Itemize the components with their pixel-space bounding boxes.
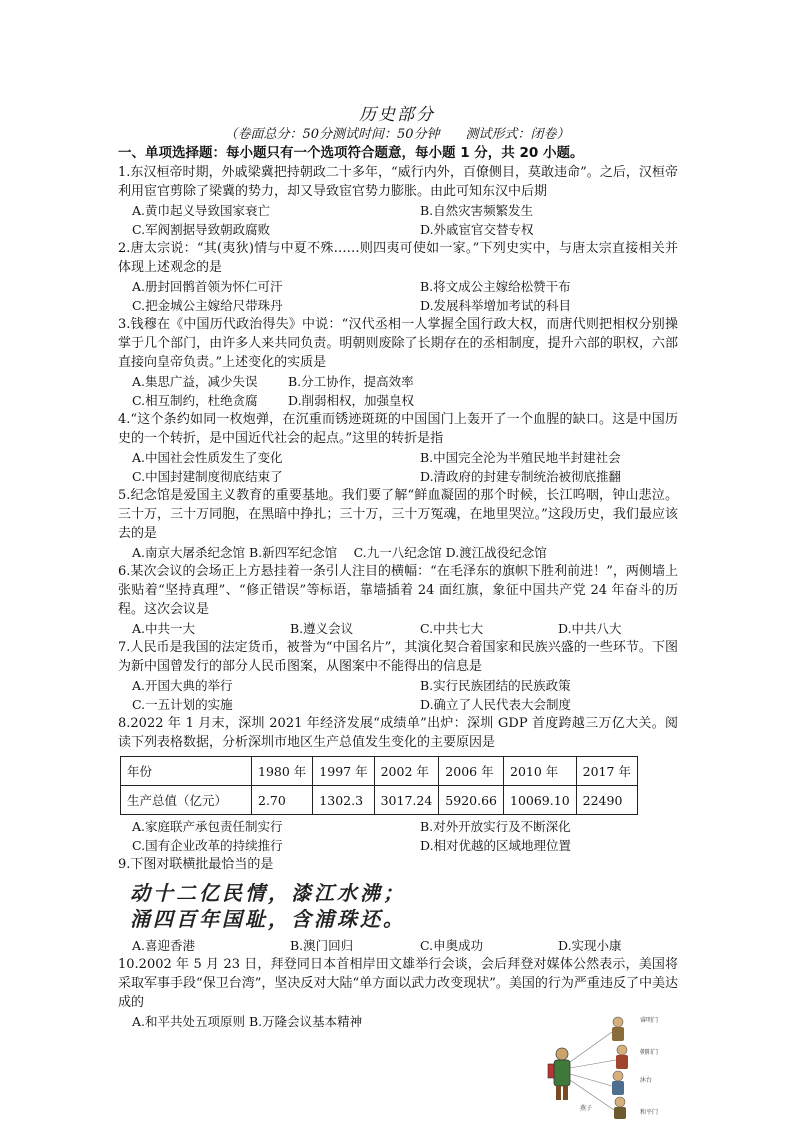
figure-left: [548, 1048, 570, 1100]
question-9-options: [118, 936, 678, 955]
figure-right-low: [612, 1071, 624, 1095]
question-6-stem: 6.某次会议的会场正上方悬挂着一条引人注目的横幅：“在毛泽东的旗帜下胜利前进！”，两侧墙上张贴着“坚持真理”、“修正错误”等标语，靠墙插着 24 面红旗，象征中国共产党 24 年奋斗的历程。这次会议是: [118, 564, 678, 617]
question-7-stem: 7.人民币是我国的法定货币，被誉为“中国名片”，其演化契合着国家和民族兴盛的一些环节。下图为新中国曾发行的部分人民币图案，从图案中不能得出的信息是: [118, 640, 678, 674]
option-b: B.对外开放实行及不断深化: [420, 819, 571, 834]
question-3-options-row2: [118, 391, 678, 410]
table-cell: 2006 年: [439, 757, 504, 786]
question-3-stem: 3.钱穆在《中国历代政治得失》中说：“汉代丞相一人掌握全国行政大权，而唐代则把相权分别操掌于几个部门，由许多人来共同负责。明朝则废除了长期存在的丞相制度，提升六部的职权，六部直接向皇帝负责。”上述变化的实质是: [118, 317, 678, 370]
couplet-image: [130, 880, 678, 932]
option-b: B.将文成公主嫁给松赞干布: [420, 279, 571, 294]
option-b: B.中国完全沦为半殖民地半封建社会: [420, 450, 621, 465]
gdp-table: [120, 756, 638, 815]
question-10-options: A.和平共处五项原则 B.万隆会议基本精神: [132, 1014, 363, 1029]
illustration-label: 睿明门: [640, 1017, 659, 1024]
couplet-line-1: 动十二亿民情，漆江水沸；: [130, 881, 406, 905]
option-a: A.开国大典的举行: [132, 678, 233, 693]
table-row: [121, 786, 638, 815]
option-d: D.确立了人民代表大会制度: [420, 697, 572, 712]
illustration-label: 和平门: [640, 1109, 659, 1116]
table-cell: 1302.3: [313, 786, 374, 815]
table-cell: 2010 年: [504, 757, 577, 786]
question-2-options-row2: [118, 296, 678, 315]
illustration-label: 沐台: [640, 1077, 653, 1084]
option-b: B.实行民族团结的民族政策: [420, 678, 571, 693]
option-b: B.分工协作，提高效率: [288, 374, 414, 389]
option-d: D.相对优越的区域地理位置: [420, 838, 572, 853]
table-cell: 3017.24: [374, 786, 439, 815]
option-a: A.中国社会性质发生了变化: [132, 450, 283, 465]
option-c: C.中国封建制度彻底结束了: [132, 469, 283, 484]
question-9-stem: 9.下图对联横批最恰当的是: [118, 857, 274, 872]
option-a: A.集思广益，减少失误: [132, 374, 258, 389]
illustration-label: 燕子: [580, 1105, 593, 1112]
table-cell: 1997 年: [313, 757, 374, 786]
table-cell: 2002 年: [374, 757, 439, 786]
question-4-stem: 4.“这个条约如同一枚炮弹，在沉重而锈迹斑斑的中国国门上轰开了一个血腥的缺口。这是中国历史的一个转折，是中国近代社会的起点。”这里的转折是指: [118, 412, 678, 446]
question-5-options: A.南京大屠杀纪念馆 B.新四军纪念馆 C.九一八纪念馆 D.渡江战役纪念馆: [132, 545, 547, 560]
figure-right-bottom: [614, 1097, 626, 1119]
option-a: A.黄巾起义导致国家衰亡: [132, 203, 271, 218]
question-4-options-row1: [118, 448, 678, 467]
option-c: C.申奥成功: [420, 938, 484, 953]
section-heading: 一、单项选择题：每小题只有一个选项符合题意，每小题 1 分，共 20 小题。: [118, 145, 584, 161]
table-cell: 2.70: [252, 786, 313, 815]
option-a: A.中共一大: [132, 621, 196, 636]
option-b: B.遵义会议: [290, 621, 354, 636]
option-d: D.清政府的封建专制统治被彻底推翻: [420, 469, 622, 484]
table-cell: 1980 年: [252, 757, 313, 786]
table-cell: 5920.66: [439, 786, 504, 815]
option-c: C.国有企业改革的持续推行: [132, 838, 283, 853]
question-8-options-row1: [118, 817, 678, 836]
option-d: D.发展科举增加考试的科目: [420, 298, 572, 313]
option-b: B.自然灾害频繁发生: [420, 203, 534, 218]
question-8-options-row2: [118, 836, 678, 855]
question-8-stem: 8.2022 年 1 月末，深圳 2021 年经济发展“成绩单”出炉：深圳 GDP 首度跨越三万亿大关。阅读下列表格数据，分析深圳市地区生产总值发生变化的主要原因是: [118, 716, 678, 750]
table-cell: 年份: [121, 757, 252, 786]
figure-right-mid: [616, 1045, 628, 1069]
connector-lines: [570, 1032, 616, 1110]
question-6-options: [118, 619, 678, 638]
option-c: C.军阀割据导致朝政腐败: [132, 222, 271, 237]
option-d: D.削弱相权，加强皇权: [288, 393, 415, 408]
illustration-label: 朝阳门: [640, 1049, 659, 1056]
table-cell: 10069.10: [504, 786, 577, 815]
question-2-options-row1: [118, 277, 678, 296]
option-a: A.喜迎香港: [132, 938, 196, 953]
option-d: D.外戚宦官交替专权: [420, 222, 534, 237]
option-c: C.把金城公主嫁给尺带珠丹: [132, 298, 283, 313]
option-c: C.相互制约，杜绝贪腐: [132, 393, 258, 408]
table-cell: 2017 年: [576, 757, 637, 786]
question-1-options-row1: [118, 201, 678, 220]
option-d: D.中共八大: [558, 621, 622, 636]
question-4-options-row2: [118, 467, 678, 486]
page-title: 历史部分: [359, 105, 435, 125]
historical-illustration: [540, 1010, 690, 1122]
table-cell: 22490: [576, 786, 637, 815]
couplet-line-2: 涌四百年国耻，含浦珠还。: [130, 907, 406, 931]
figure-right-top: [612, 1017, 624, 1041]
exam-info: （卷面总分：50分测试时间：50分钟 测试形式：闭卷）: [224, 127, 570, 142]
option-c: C.一五计划的实施: [132, 697, 233, 712]
question-1-options-row2: [118, 220, 678, 239]
table-row: [121, 757, 638, 786]
question-2-stem: 2.唐太宗说：“其(夷狄)情与中夏不殊……则四夷可使如一家。”下列史实中，与唐太宗直接相关并体现上述观念的是: [118, 241, 678, 275]
table-cell: 生产总值（亿元）: [121, 786, 252, 815]
question-7-options-row2: [118, 695, 678, 714]
question-list: [118, 144, 678, 1031]
option-a: A.家庭联产承包责任制实行: [132, 819, 283, 834]
question-7-options-row1: [118, 676, 678, 695]
option-b: B.澳门回归: [290, 938, 354, 953]
option-a: A.册封回鹘首领为怀仁可汗: [132, 279, 283, 294]
option-c: C.中共七大: [420, 621, 484, 636]
question-1-stem: 1.东汉桓帝时期，外戚梁冀把持朝政二十多年，“威行内外，百僚侧目，莫敢违命”。之后，汉桓帝利用宦官剪除了梁冀的势力，却又导致宦官势力膨胀。由此可知东汉中后期: [118, 165, 678, 199]
option-d: D.实现小康: [558, 938, 622, 953]
question-3-options-row1: [118, 372, 678, 391]
question-5-stem: 5.纪念馆是爱国主义教育的重要基地。我们要了解“鲜血凝固的那个时候，长江呜咽，钟山悲泣。三十万，三十万同胞，在黑暗中挣扎；三十万，三十万冤魂，在地里哭泣。”这段历史，我们最应该去的是: [118, 488, 678, 541]
question-10-stem: 10.2002 年 5 月 23 日，拜登同日本首相岸田文雄举行会谈，会后拜登对媒体公然表示，美国将采取军事手段“保卫台湾”，坚决反对大陆“单方面以武力改变现状”。美国的行为严重违反了中美达成的: [118, 957, 678, 1010]
